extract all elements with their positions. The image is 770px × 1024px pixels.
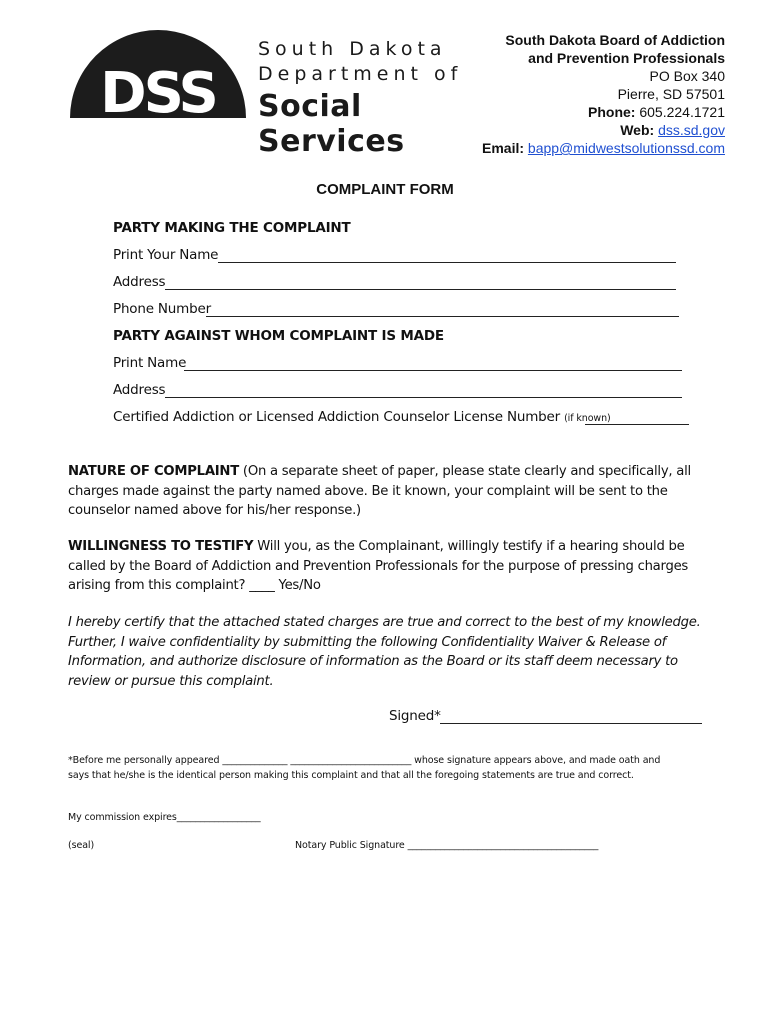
commission-blank[interactable]: __________________ bbox=[176, 812, 261, 823]
license-number-label: Certified Addiction or Licensed Addiction Counselor License Number bbox=[113, 409, 560, 425]
dss-logo-mark bbox=[70, 26, 250, 124]
org-contact-block bbox=[482, 31, 725, 157]
respondent-address-field[interactable] bbox=[165, 383, 682, 398]
phone-number-label: Phone Number bbox=[113, 301, 211, 317]
signature-field[interactable] bbox=[440, 709, 702, 724]
signed-label: Signed* bbox=[389, 708, 441, 724]
org-name-line-1: South Dakota Board of Addiction bbox=[505, 32, 725, 48]
willingness-heading: WILLINGNESS TO TESTIFY bbox=[68, 539, 254, 554]
complainant-address-label: Address bbox=[113, 274, 166, 290]
license-number-field[interactable] bbox=[585, 410, 689, 425]
phone-number-field[interactable] bbox=[206, 302, 679, 317]
complainant-address-field[interactable] bbox=[165, 275, 676, 290]
print-your-name-label: Print Your Name bbox=[113, 247, 219, 263]
notary-signature-row bbox=[295, 840, 598, 851]
logo-line-3: Social Services bbox=[258, 89, 405, 159]
notary-statement-line-2: says that he/she is the identical person making this complaint and that all the foregoing statements are true and correct. bbox=[68, 770, 634, 781]
print-name-label: Print Name bbox=[113, 355, 187, 371]
notary-oath-text: whose signature appears above, and made oath and bbox=[414, 755, 661, 766]
commission-row bbox=[68, 812, 260, 823]
notary-signature-label: Notary Public Signature bbox=[295, 840, 405, 851]
phone-value: 605.224.1721 bbox=[639, 104, 725, 120]
license-number-row bbox=[113, 409, 611, 425]
willingness-text: Will you, as the Complainant, willingly testify if a hearing should be called by the Board of Addiction and Prevention Professionals for the purpose of pressing charges arising from this complaint? bbox=[68, 539, 689, 593]
dss-logo bbox=[70, 26, 490, 159]
dss-logo-letters: DSS bbox=[100, 61, 216, 124]
license-if-known-note: (if known) bbox=[564, 413, 611, 424]
org-city: Pierre, SD 57501 bbox=[617, 86, 725, 102]
nature-heading: NATURE OF COMPLAINT bbox=[68, 464, 239, 479]
form-title: COMPLAINT FORM bbox=[316, 181, 454, 198]
willingness-options: Yes/No bbox=[278, 578, 321, 593]
respondent-address-label: Address bbox=[113, 382, 166, 398]
org-name-line-2: and Prevention Professionals bbox=[528, 50, 725, 66]
logo-line-1: South Dakota bbox=[258, 38, 447, 60]
notary-statement-line-1 bbox=[68, 755, 718, 766]
certification-paragraph: I hereby certify that the attached stated charges are true and correct to the best of my knowledge. Further, I waive confidentiality by submitting the following Confidentiality Waiver & Release of Information, and authorize disclosure of information as the Board or its staff deem necessary to review or pursue this complaint. bbox=[68, 615, 701, 689]
section-respondent-heading: PARTY AGAINST WHOM COMPLAINT IS MADE bbox=[113, 328, 444, 344]
logo-line-2: Department of bbox=[258, 63, 463, 85]
notary-signature-blank[interactable]: _________________________________________ bbox=[407, 840, 599, 851]
org-po-box: PO Box 340 bbox=[649, 68, 725, 84]
phone-label: Phone: bbox=[588, 104, 636, 120]
willingness-blank[interactable]: ____ bbox=[249, 578, 275, 593]
print-your-name-field[interactable] bbox=[218, 248, 676, 263]
email-label: Email: bbox=[482, 140, 525, 156]
willingness-paragraph bbox=[68, 537, 708, 596]
nature-text: (On a separate sheet of paper, please state clearly and specifically, all charges made against the party named above. Be it known, your complaint will be sent to the counselor named above for his/her response.) bbox=[68, 464, 691, 518]
notary-appeared-blank[interactable]: ______________ __________________________ bbox=[222, 755, 412, 766]
nature-of-complaint-paragraph bbox=[68, 462, 708, 521]
commission-label: My commission expires bbox=[68, 812, 177, 823]
org-email-row bbox=[482, 139, 725, 157]
seal-label: (seal) bbox=[68, 840, 95, 851]
org-phone-row bbox=[482, 103, 725, 121]
print-name-field[interactable] bbox=[184, 356, 682, 371]
section-complainant-heading: PARTY MAKING THE COMPLAINT bbox=[113, 220, 351, 236]
org-web-row bbox=[482, 121, 725, 139]
web-label: Web: bbox=[620, 122, 655, 138]
email-link[interactable]: bapp@midwestsolutionssd.com bbox=[527, 140, 725, 156]
notary-intro: *Before me personally appeared bbox=[68, 755, 220, 766]
web-link[interactable]: dss.sd.gov bbox=[658, 122, 725, 138]
